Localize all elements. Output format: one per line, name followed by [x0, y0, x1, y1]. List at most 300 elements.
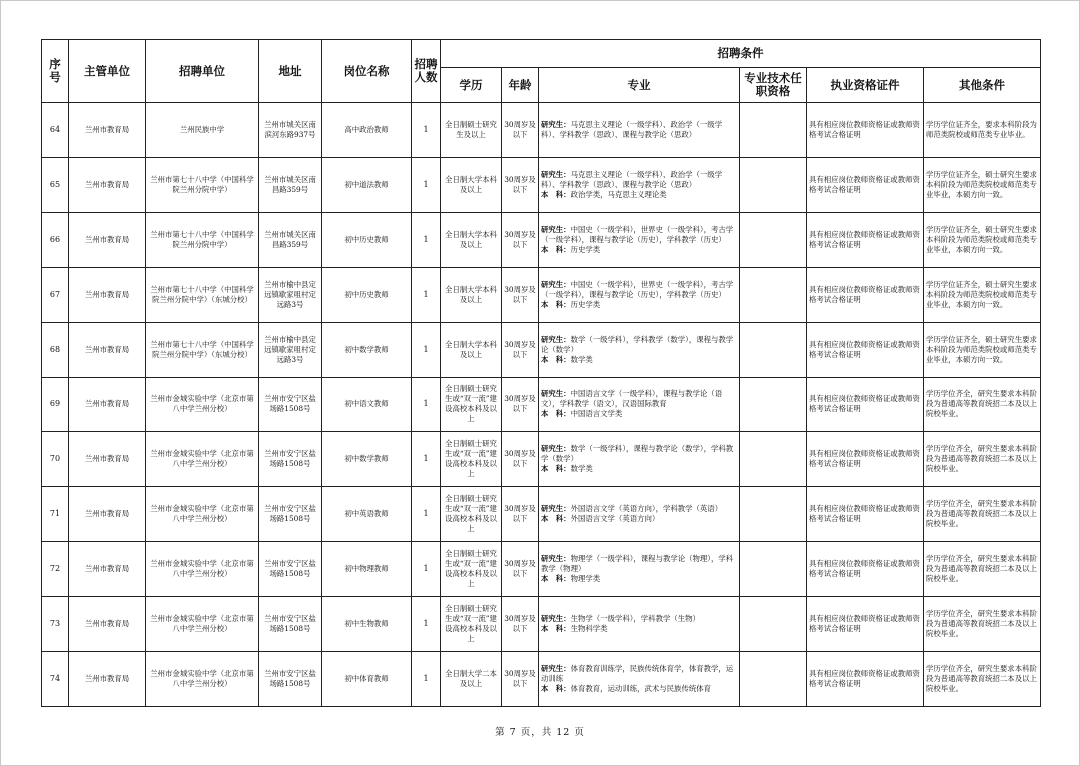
cell-unit-text: 兰州市第七十八中学（中国科学院兰州分院中学） — [150, 229, 254, 249]
cell-post-text: 初中体育教师 — [344, 674, 389, 684]
cell-count — [412, 322, 441, 377]
table-row — [42, 377, 1041, 432]
cell-title — [740, 597, 807, 652]
major-graduate-value: 马克思主义理论（一级学科）、政治学（一级学科）、学科教学（思政）、课程与教学论（思政） — [541, 119, 723, 139]
cell-age-text: 30周岁及以下 — [504, 394, 536, 414]
cell-unit — [146, 322, 259, 377]
cell-major — [539, 103, 740, 158]
cell-edu-text: 全日制硕士研究生或“双一流”建设高校本科及以上 — [445, 549, 497, 589]
cell-seq-text: 67 — [49, 289, 61, 299]
cell-major — [539, 212, 740, 267]
table-row — [42, 597, 1041, 652]
cell-unit — [146, 542, 259, 597]
cell-post — [322, 487, 412, 542]
major-undergraduate-value: 中国语言文学类 — [570, 409, 623, 419]
major-undergraduate-label: 本 科： — [541, 299, 571, 309]
major-graduate-label: 研究生： — [541, 614, 571, 624]
cell-dept — [69, 652, 146, 707]
cell-age-text: 30周岁及以下 — [504, 284, 536, 304]
cell-cert — [807, 432, 924, 487]
cell-age-text: 30周岁及以下 — [504, 174, 536, 194]
cell-cert — [807, 157, 924, 212]
cell-post — [322, 322, 412, 377]
cell-cert-text: 具有相应岗位教师资格证或教师资格考试合格证明 — [809, 669, 920, 689]
cell-address — [259, 487, 322, 542]
major-undergraduate-value: 生物科学类 — [570, 624, 608, 634]
cell-cert — [807, 322, 924, 377]
cell-count-text: 1 — [423, 234, 429, 244]
cell-title — [740, 542, 807, 597]
major-graduate-value: 数学（一级学科），学科教学（数学），课程与教学论（数学） — [541, 334, 734, 354]
cell-post-text: 初中数学教师 — [344, 454, 389, 464]
cell-unit — [146, 267, 259, 322]
cell-unit-text: 兰州市第七十八中学（中国科学院兰州分院中学）（东城分校） — [150, 284, 254, 304]
major-graduate — [541, 389, 737, 409]
cell-seq-text: 74 — [49, 674, 61, 684]
cell-post — [322, 597, 412, 652]
cell-age-text: 30周岁及以下 — [504, 504, 536, 524]
recruitment-table — [41, 39, 1041, 707]
cell-address — [259, 157, 322, 212]
major-undergraduate-label: 本 科： — [541, 464, 571, 474]
cell-seq-text: 65 — [49, 179, 61, 189]
major-undergraduate-label: 本 科： — [541, 684, 571, 694]
cell-major — [539, 652, 740, 707]
cell-cert-text: 具有相应岗位教师资格证或教师资格考试合格证明 — [809, 394, 920, 414]
cell-dept — [69, 157, 146, 212]
header-title: 专业技术任职资格 — [740, 68, 807, 103]
table-body — [42, 103, 1041, 707]
major-graduate-value: 数学（一级学科），课程与教学论（数学），学科教学（数学） — [541, 444, 734, 464]
cell-cert-text: 具有相应岗位教师资格证或教师资格考试合格证明 — [809, 559, 920, 579]
cell-seq — [42, 157, 69, 212]
major-undergraduate-label: 本 科： — [541, 574, 571, 584]
table-row — [42, 487, 1041, 542]
cell-post — [322, 652, 412, 707]
cell-address — [259, 432, 322, 487]
cell-major — [539, 157, 740, 212]
cell-count-text: 1 — [423, 289, 429, 299]
cell-unit-text: 兰州市金城实验中学（北京市第八中学兰州分校） — [150, 394, 254, 414]
cell-edu-text: 全日制大学本科及以上 — [445, 339, 497, 359]
cell-post-text: 初中英语教师 — [344, 509, 389, 519]
cell-post — [322, 157, 412, 212]
cell-edu-text: 全日制大学本科及以上 — [445, 229, 497, 249]
cell-address — [259, 212, 322, 267]
cell-unit-text: 兰州市金城实验中学（北京市第八中学兰州分校） — [150, 559, 254, 579]
cell-count-text: 1 — [423, 564, 429, 574]
cell-count — [412, 103, 441, 158]
major-graduate-value: 外国语言文学（英语方向），学科教学（英语） — [570, 504, 723, 514]
cell-cert-text: 具有相应岗位教师资格证或教师资格考试合格证明 — [809, 119, 920, 139]
cell-post-text: 初中语文教师 — [344, 399, 389, 409]
cell-post-text: 高中政治教师 — [344, 124, 389, 134]
cell-edu-text: 全日制硕士研究生或“双一流”建设高校本科及以上 — [445, 604, 497, 644]
cell-unit-text: 兰州市第七十八中学（中国科学院兰州分院中学）（东城分校） — [150, 339, 254, 359]
cell-count — [412, 377, 441, 432]
cell-age-text: 30周岁及以下 — [504, 449, 536, 469]
cell-unit-text: 兰州市金城实验中学（北京市第八中学兰州分校） — [150, 504, 254, 524]
cell-seq-text: 66 — [49, 234, 61, 244]
header-seq: 序号 — [42, 40, 69, 103]
cell-dept-text: 兰州市教育局 — [84, 564, 130, 574]
cell-cert — [807, 103, 924, 158]
cell-dept — [69, 432, 146, 487]
cell-title — [740, 103, 807, 158]
major-graduate-label: 研究生： — [541, 224, 571, 234]
cell-dept — [69, 212, 146, 267]
major-graduate — [541, 504, 737, 514]
cell-dept — [69, 542, 146, 597]
cell-age-text: 30周岁及以下 — [504, 119, 536, 139]
cell-other — [924, 432, 1041, 487]
major-graduate-value: 中国语言文学（一级学科），课程与教学论（语文），学科教学（语文），汉语国际教育 — [541, 389, 723, 409]
cell-count — [412, 542, 441, 597]
major-undergraduate-value: 历史学类 — [570, 244, 601, 254]
header-cert: 执业资格证件 — [807, 68, 924, 103]
cell-title — [740, 157, 807, 212]
major-undergraduate — [541, 624, 737, 634]
cell-age — [502, 157, 539, 212]
cell-edu — [441, 103, 502, 158]
cell-unit — [146, 377, 259, 432]
cell-dept — [69, 267, 146, 322]
major-graduate-value: 物理学（一级学科），课程与教学论（物理），学科教学（物理） — [541, 554, 734, 574]
table-row — [42, 103, 1041, 158]
major-graduate-label: 研究生： — [541, 334, 571, 344]
cell-cert — [807, 267, 924, 322]
major-undergraduate-value: 数学类 — [570, 464, 593, 474]
cell-age-text: 30周岁及以下 — [504, 559, 536, 579]
cell-unit — [146, 652, 259, 707]
cell-post-text: 初中生物教师 — [344, 619, 389, 629]
cell-dept-text: 兰州市教育局 — [84, 124, 130, 134]
header-address: 地址 — [259, 40, 322, 103]
cell-address — [259, 377, 322, 432]
cell-address-text: 兰州市城关区南滨河东路937号 — [264, 119, 316, 139]
header-dept: 主管单位 — [69, 40, 146, 103]
cell-count — [412, 652, 441, 707]
cell-edu-text: 全日制大学本科及以上 — [445, 284, 497, 304]
cell-address-text: 兰州市安宁区盐场路1508号 — [264, 614, 316, 634]
table-row — [42, 652, 1041, 707]
cell-count — [412, 157, 441, 212]
cell-dept-text: 兰州市教育局 — [84, 399, 130, 409]
cell-dept-text: 兰州市教育局 — [84, 619, 130, 629]
cell-other — [924, 322, 1041, 377]
cell-edu — [441, 597, 502, 652]
cell-unit-text: 兰州市金城实验中学（北京市第八中学兰州分校） — [150, 449, 254, 469]
cell-seq — [42, 377, 69, 432]
cell-cert-text: 具有相应岗位教师资格证或教师资格考试合格证明 — [809, 229, 920, 249]
cell-unit — [146, 487, 259, 542]
major-undergraduate — [541, 190, 737, 200]
cell-post-text: 初中物理教师 — [344, 564, 389, 574]
major-undergraduate-value: 体育教育，运动训练，武术与民族传统体育 — [570, 684, 712, 694]
header-other: 其他条件 — [924, 68, 1041, 103]
cell-age-text: 30周岁及以下 — [504, 229, 536, 249]
cell-age — [502, 487, 539, 542]
major-undergraduate-label: 本 科： — [541, 244, 571, 254]
major-undergraduate-value: 政治学类，马克思主义理论类 — [570, 189, 667, 199]
cell-other-text: 学历学位证齐全，要求本科阶段为师范类院校或师范类专业毕业。 — [926, 119, 1037, 139]
cell-address-text: 兰州市安宁区盐场路1508号 — [264, 669, 316, 689]
major-graduate-value: 生物学（一级学科），学科教学（生物） — [570, 614, 700, 624]
cell-dept — [69, 377, 146, 432]
cell-address-text: 兰州市安宁区盐场路1508号 — [264, 394, 316, 414]
cell-seq-text: 73 — [49, 619, 61, 629]
cell-age — [502, 103, 539, 158]
cell-seq — [42, 652, 69, 707]
major-graduate-label: 研究生： — [541, 279, 571, 289]
cell-post-text: 初中历史教师 — [344, 289, 389, 299]
major-undergraduate-value: 数学类 — [570, 354, 593, 364]
cell-seq-text: 69 — [49, 399, 61, 409]
cell-other — [924, 377, 1041, 432]
table-row — [42, 322, 1041, 377]
cell-count-text: 1 — [423, 124, 429, 134]
cell-count-text: 1 — [423, 344, 429, 354]
cell-count-text: 1 — [423, 179, 429, 189]
cell-post-text: 初中道法教师 — [344, 179, 389, 189]
cell-edu — [441, 432, 502, 487]
cell-title — [740, 487, 807, 542]
major-graduate — [541, 280, 737, 300]
cell-other — [924, 212, 1041, 267]
cell-seq-text: 72 — [49, 564, 61, 574]
cell-age — [502, 597, 539, 652]
cell-age — [502, 212, 539, 267]
cell-unit-text: 兰州市第七十八中学（中国科学院兰州分院中学） — [150, 174, 254, 194]
cell-edu — [441, 322, 502, 377]
cell-count-text: 1 — [423, 509, 429, 519]
cell-title — [740, 322, 807, 377]
cell-edu — [441, 542, 502, 597]
header-edu: 学历 — [441, 68, 502, 103]
table-row — [42, 212, 1041, 267]
major-graduate-label: 研究生： — [541, 389, 571, 399]
major-undergraduate-label: 本 科： — [541, 189, 571, 199]
header-unit: 招聘单位 — [146, 40, 259, 103]
cell-address-text: 兰州市城关区南昌路359号 — [264, 229, 316, 249]
cell-other — [924, 597, 1041, 652]
major-undergraduate — [541, 355, 737, 365]
cell-seq — [42, 597, 69, 652]
cell-title — [740, 652, 807, 707]
cell-seq — [42, 432, 69, 487]
major-graduate — [541, 444, 737, 464]
major-graduate-label: 研究生： — [541, 504, 571, 514]
major-graduate-value: 体育教育训练学，民族传统体育学，体育教学，运动训练 — [541, 664, 734, 684]
cell-major — [539, 322, 740, 377]
cell-other — [924, 157, 1041, 212]
cell-post-text: 初中历史教师 — [344, 234, 389, 244]
cell-age-text: 30周岁及以下 — [504, 339, 536, 359]
cell-count-text: 1 — [423, 454, 429, 464]
major-graduate-value: 中国史（一级学科），世界史（一级学科），考古学（一级学科），课程与教学论（历史），学科教学（历史） — [541, 224, 734, 244]
cell-dept-text: 兰州市教育局 — [84, 344, 130, 354]
major-undergraduate-value: 物理学类 — [570, 574, 601, 584]
cell-count — [412, 212, 441, 267]
cell-address-text: 兰州市榆中县定远镇歇家咀村定远路3号 — [264, 334, 316, 364]
cell-age — [502, 322, 539, 377]
cell-address — [259, 103, 322, 158]
major-undergraduate-value: 外国语言文学（英语方向） — [570, 514, 660, 524]
cell-unit — [146, 212, 259, 267]
header-conditions: 招聘条件 — [441, 40, 1041, 68]
cell-cert-text: 具有相应岗位教师资格证或教师资格考试合格证明 — [809, 504, 920, 524]
cell-age-text: 30周岁及以下 — [504, 669, 536, 689]
cell-cert-text: 具有相应岗位教师资格证或教师资格考试合格证明 — [809, 339, 920, 359]
cell-cert-text: 具有相应岗位教师资格证或教师资格考试合格证明 — [809, 174, 920, 194]
cell-other-text: 学历学位齐全，研究生要求本科阶段为普通高等教育统招二本及以上院校毕业。 — [926, 664, 1037, 694]
cell-other-text: 学历学位证齐全，硕士研究生要求本科阶段为师范类院校或师范类专业毕业，本硕方向一致。 — [926, 169, 1037, 199]
major-graduate-label: 研究生： — [541, 664, 571, 674]
major-graduate-label: 研究生： — [541, 554, 571, 564]
header-post: 岗位名称 — [322, 40, 412, 103]
major-graduate — [541, 664, 737, 684]
header-count: 招聘人数 — [412, 40, 441, 103]
cell-edu — [441, 267, 502, 322]
cell-cert — [807, 487, 924, 542]
cell-address — [259, 597, 322, 652]
cell-cert-text: 具有相应岗位教师资格证或教师资格考试合格证明 — [809, 449, 920, 469]
cell-other-text: 学历学位齐全，研究生要求本科阶段为普通高等教育统招二本及以上院校毕业。 — [926, 554, 1037, 584]
cell-edu — [441, 157, 502, 212]
cell-count — [412, 432, 441, 487]
major-undergraduate — [541, 464, 737, 474]
cell-other-text: 学历学位齐全，研究生要求本科阶段为普通高等教育统招二本及以上院校毕业。 — [926, 499, 1037, 529]
major-graduate — [541, 335, 737, 355]
cell-unit-text: 兰州民族中学 — [179, 124, 225, 134]
cell-unit-text: 兰州市金城实验中学（北京市第八中学兰州分校） — [150, 614, 254, 634]
cell-other — [924, 542, 1041, 597]
cell-edu-text: 全日制大学二本及以上 — [445, 669, 497, 689]
cell-age — [502, 377, 539, 432]
cell-other-text: 学历学位齐全，研究生要求本科阶段为普通高等教育统招二本及以上院校毕业。 — [926, 444, 1037, 474]
major-graduate — [541, 554, 737, 574]
cell-seq — [42, 322, 69, 377]
major-undergraduate — [541, 409, 737, 419]
cell-edu-text: 全日制大学本科及以上 — [445, 174, 497, 194]
cell-cert-text: 具有相应岗位教师资格证或教师资格考试合格证明 — [809, 614, 920, 634]
cell-edu-text: 全日制硕士研究生或“双一流”建设高校本科及以上 — [445, 384, 497, 424]
cell-age — [502, 432, 539, 487]
major-undergraduate-label: 本 科： — [541, 354, 571, 364]
page-number: 第 7 页，共 12 页 — [495, 727, 585, 738]
cell-cert — [807, 652, 924, 707]
cell-cert — [807, 597, 924, 652]
header-major: 专业 — [539, 68, 740, 103]
cell-seq-text: 70 — [49, 454, 61, 464]
cell-address — [259, 652, 322, 707]
major-undergraduate-label: 本 科： — [541, 514, 571, 524]
cell-count-text: 1 — [423, 674, 429, 684]
cell-seq-text: 71 — [49, 509, 61, 519]
cell-cert — [807, 542, 924, 597]
header-age: 年龄 — [502, 68, 539, 103]
major-undergraduate — [541, 574, 737, 584]
cell-dept-text: 兰州市教育局 — [84, 234, 130, 244]
cell-count — [412, 487, 441, 542]
cell-unit — [146, 597, 259, 652]
major-graduate-label: 研究生： — [541, 444, 571, 454]
major-undergraduate-label: 本 科： — [541, 409, 571, 419]
cell-dept-text: 兰州市教育局 — [84, 509, 130, 519]
major-undergraduate-label: 本 科： — [541, 624, 571, 634]
major-undergraduate — [541, 245, 737, 255]
cell-edu — [441, 487, 502, 542]
cell-dept-text: 兰州市教育局 — [84, 179, 130, 189]
cell-age — [502, 267, 539, 322]
cell-address-text: 兰州市城关区南昌路359号 — [264, 174, 316, 194]
table-row — [42, 432, 1041, 487]
major-graduate-label: 研究生： — [541, 169, 571, 179]
cell-other — [924, 652, 1041, 707]
cell-address-text: 兰州市安宁区盐场路1508号 — [264, 449, 316, 469]
major-graduate — [541, 120, 737, 140]
cell-dept — [69, 597, 146, 652]
cell-edu — [441, 212, 502, 267]
cell-other — [924, 487, 1041, 542]
cell-title — [740, 212, 807, 267]
cell-cert — [807, 212, 924, 267]
cell-seq — [42, 212, 69, 267]
cell-age — [502, 652, 539, 707]
cell-post-text: 初中数学教师 — [344, 344, 389, 354]
cell-count-text: 1 — [423, 619, 429, 629]
cell-other — [924, 103, 1041, 158]
cell-unit — [146, 432, 259, 487]
cell-major — [539, 542, 740, 597]
cell-post — [322, 377, 412, 432]
cell-major — [539, 377, 740, 432]
cell-edu-text: 全日制硕士研究生及以上 — [445, 119, 497, 139]
cell-unit — [146, 103, 259, 158]
major-graduate — [541, 170, 737, 190]
cell-seq — [42, 267, 69, 322]
cell-dept-text: 兰州市教育局 — [84, 454, 130, 464]
cell-count-text: 1 — [423, 399, 429, 409]
cell-dept — [69, 103, 146, 158]
cell-dept — [69, 487, 146, 542]
cell-edu-text: 全日制硕士研究生或“双一流”建设高校本科及以上 — [445, 494, 497, 534]
cell-edu — [441, 377, 502, 432]
cell-post — [322, 103, 412, 158]
cell-dept-text: 兰州市教育局 — [84, 289, 130, 299]
cell-other-text: 学历学位证齐全，硕士研究生要求本科阶段为师范类院校或师范类专业毕业，本硕方向一致。 — [926, 334, 1037, 364]
cell-seq — [42, 103, 69, 158]
cell-seq-text: 64 — [49, 124, 61, 134]
cell-address — [259, 322, 322, 377]
cell-seq — [42, 542, 69, 597]
major-undergraduate — [541, 684, 737, 694]
cell-major — [539, 487, 740, 542]
cell-major — [539, 597, 740, 652]
cell-title — [740, 267, 807, 322]
cell-dept-text: 兰州市教育局 — [84, 674, 130, 684]
cell-unit-text: 兰州市金城实验中学（北京市第八中学兰州分校） — [150, 669, 254, 689]
cell-edu — [441, 652, 502, 707]
cell-post — [322, 542, 412, 597]
cell-unit — [146, 157, 259, 212]
cell-other-text: 学历学位证齐全，硕士研究生要求本科阶段为师范类院校或师范类专业毕业，本硕方向一致。 — [926, 279, 1037, 309]
cell-cert — [807, 377, 924, 432]
cell-address — [259, 542, 322, 597]
cell-other-text: 学历学位齐全，研究生要求本科阶段为普通高等教育统招二本及以上院校毕业。 — [926, 609, 1037, 639]
cell-title — [740, 377, 807, 432]
cell-major — [539, 432, 740, 487]
